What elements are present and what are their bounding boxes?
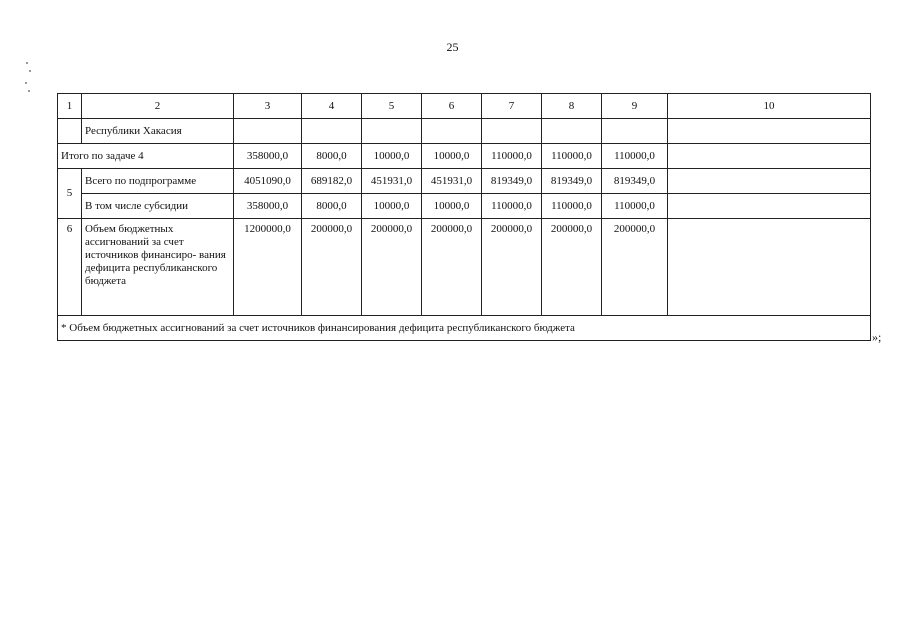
value-cell: 110000,0 — [542, 144, 602, 169]
header-cell: 5 — [362, 94, 422, 119]
table-cell — [668, 194, 871, 219]
header-cell: 8 — [542, 94, 602, 119]
table-cell — [542, 119, 602, 144]
value-cell: 200000,0 — [422, 219, 482, 316]
table-row — [58, 194, 871, 219]
value-cell: 1200000,0 — [234, 219, 302, 316]
header-cell: 3 — [234, 94, 302, 119]
value-cell: 358000,0 — [234, 144, 302, 169]
table-cell — [234, 119, 302, 144]
value-cell: 110000,0 — [482, 194, 542, 219]
value-cell: 200000,0 — [482, 219, 542, 316]
value-cell: 689182,0 — [302, 169, 362, 194]
budget-table — [57, 93, 871, 341]
value-cell: 4051090,0 — [234, 169, 302, 194]
table-cell — [668, 144, 871, 169]
table-cell — [668, 169, 871, 194]
row-label: Республики Хакасия — [82, 119, 234, 144]
table-cell — [422, 119, 482, 144]
value-cell: 451931,0 — [422, 169, 482, 194]
value-cell: 358000,0 — [234, 194, 302, 219]
header-cell: 2 — [82, 94, 234, 119]
row-label: Всего по подпрограмме — [82, 169, 234, 194]
table-cell — [58, 119, 82, 144]
value-cell: 110000,0 — [602, 144, 668, 169]
value-cell: 10000,0 — [362, 194, 422, 219]
value-cell: 819349,0 — [602, 169, 668, 194]
header-cell: 4 — [302, 94, 362, 119]
table-row — [58, 219, 871, 316]
header-cell: 9 — [602, 94, 668, 119]
value-cell: 10000,0 — [362, 144, 422, 169]
header-cell: 7 — [482, 94, 542, 119]
value-cell: 819349,0 — [482, 169, 542, 194]
table-cell — [362, 119, 422, 144]
footnote: * Объем бюджетных ассигнований за счет источников финансирования дефицита республиканского бюджета — [58, 316, 871, 341]
value-cell: 200000,0 — [602, 219, 668, 316]
page-number: 25 — [446, 40, 459, 54]
value-cell: 819349,0 — [542, 169, 602, 194]
value-cell: 200000,0 — [362, 219, 422, 316]
value-cell: 8000,0 — [302, 194, 362, 219]
table-cell — [602, 119, 668, 144]
value-cell: 8000,0 — [302, 144, 362, 169]
table-cell — [668, 119, 871, 144]
row-number: 6 — [58, 219, 82, 316]
table-row — [58, 144, 871, 169]
table-row — [58, 119, 871, 144]
row-label: Объем бюджетных ассигнований за счет источников финансиро- вания дефицита республиканского бюджета — [82, 219, 234, 316]
header-cell: 10 — [668, 94, 871, 119]
value-cell: 10000,0 — [422, 144, 482, 169]
header-cell: 1 — [58, 94, 82, 119]
scan-specks — [24, 60, 34, 100]
row-number: 5 — [58, 169, 82, 219]
value-cell: 110000,0 — [542, 194, 602, 219]
value-cell: 200000,0 — [302, 219, 362, 316]
row-label: В том числе субсидии — [82, 194, 234, 219]
value-cell: 10000,0 — [422, 194, 482, 219]
table-cell — [668, 219, 871, 316]
row-label: Итого по задаче 4 — [58, 144, 234, 169]
table-cell — [482, 119, 542, 144]
header-cell: 6 — [422, 94, 482, 119]
value-cell: 451931,0 — [362, 169, 422, 194]
table-cell — [302, 119, 362, 144]
closing-quote: »; — [872, 330, 882, 344]
table-header-row — [58, 94, 871, 119]
table-row — [58, 169, 871, 194]
value-cell: 200000,0 — [542, 219, 602, 316]
footnote-row — [58, 316, 871, 341]
value-cell: 110000,0 — [602, 194, 668, 219]
value-cell: 110000,0 — [482, 144, 542, 169]
